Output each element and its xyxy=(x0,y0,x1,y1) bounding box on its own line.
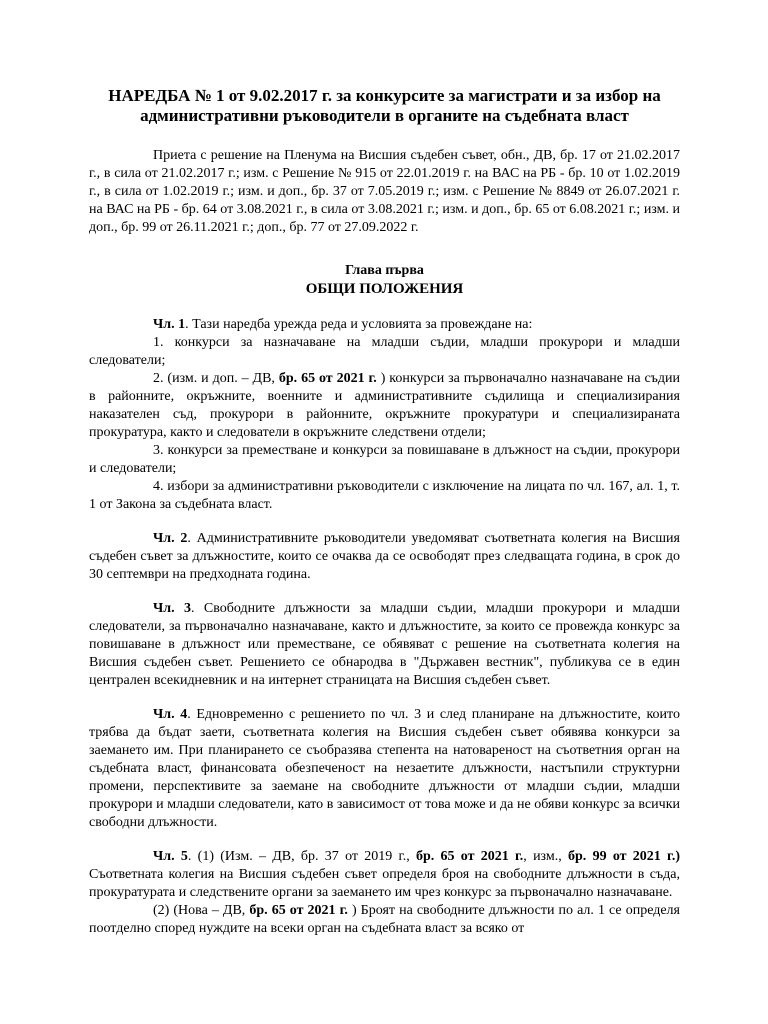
article-2 xyxy=(89,530,680,584)
article-1-label: Чл. 1 xyxy=(153,317,186,332)
article-4 xyxy=(89,706,680,832)
article-5 xyxy=(89,848,680,938)
chapter-name: ОБЩИ ПОЛОЖЕНИЯ xyxy=(305,281,464,297)
article-3-text: Чл. 3. Свободните длъжности за младши съдии, младши прокурори и младши следователи, за първоначално назначаване, както и длъжностите, за които се провежда конкурс за повишаване в длъжност или преместване, се обявяват с решение на съответната колегия на Висшия съдебен съвет. Решението се обнародва в "Държавен вестник", публикува се в един централен всекидневник и на интернет страницата на Висшия съдебен съвет. xyxy=(89,601,680,688)
article-1-item-3: 3. конкурси за преместване и конкурси за повишаване в длъжност на съдии, прокурори и следователи; xyxy=(89,443,680,476)
article-3-label: Чл. 3 xyxy=(153,601,192,616)
article-1-item-4: 4. избори за административни ръководители с изключение на лицата по чл. 167, ал. 1, т. 1 от Закона за съдебната власт. xyxy=(89,479,680,512)
article-4-text: Чл. 4. Едновременно с решението по чл. 3 и след планиране на длъжностите, които трябва да бъдат заети, съответната колегия на Висшия съдебен съвет обявява конкурси за заемането им. При планирането се съобразява степента на натовареност на съответния орган на съдебната власт, финансовата обезпеченост на незаетите длъжности, настъпили структурни промени, перспективите за заемане на свободните длъжности от младши съдии, младши прокурори и младши следователи, като в зависимост от това може и да не обяви конкурс за всички свободни длъжности. xyxy=(89,707,680,830)
article-1 xyxy=(89,316,680,514)
article-1-item-2: 2. (изм. и доп. – ДВ, бр. 65 от 2021 г. ) конкурси за първоначално назначаване на съдии в районните, окръжните, военните и административните съдилища и специализирания наказателен съд, прокурори в районните, окръжните прокуратури и специализираната прокуратура, както и следователи в окръжните следствени отдели; xyxy=(89,371,681,440)
article-4-label: Чл. 4 xyxy=(153,707,188,722)
chapter-heading xyxy=(89,262,680,298)
article-5-paragraph-1: Чл. 5. (1) (Изм. – ДВ, бр. 37 от 2019 г., бр. 65 от 2021 г., изм., бр. 99 от 2021 г.) Съответната колегия на Висшия съдебен съвет определя броя на свободните длъжности в съда, прокуратурата и следствените органи за заемането им чрез конкурс за първоначално назначаване. xyxy=(89,849,680,900)
chapter-number: Глава първа xyxy=(345,263,424,278)
article-1-intro: Чл. 1. Тази наредба урежда реда и условията за провеждане на: xyxy=(153,317,533,332)
article-3 xyxy=(89,600,680,690)
adoption-note: Приета с решение на Пленума на Висшия съдебен съвет, обн., ДВ, бр. 17 от 21.02.2017 г., в сила от 21.02.2017 г.; изм. с Решение № 915 от 22.01.2019 г. на ВАС на РБ - бр. 10 от 1.02.2019 г., в сила от 1.02.2019 г.; изм. и доп., бр. 37 от 7.05.2019 г.; изм. с Решение № 8849 от 26.07.2021 г. на ВАС на РБ - бр. 64 от 3.08.2021 г., в сила от 3.08.2021 г.; изм. и доп., бр. 65 от 6.08.2021 г.; изм. и доп., бр. 99 от 26.11.2021 г.; доп., бр. 77 от 27.09.2022 г. xyxy=(89,148,680,235)
article-1-item-1: 1. конкурси за назначаване на младши съдии, младши прокурори и младши следователи; xyxy=(89,335,680,368)
article-2-text: Чл. 2. Административните ръководители уведомяват съответната колегия на Висшия съдебен съвет за длъжностите, които се очаква да се освободят през следващата година, в срок до 30 септември на предходната година. xyxy=(89,531,680,582)
article-5-label: Чл. 5 xyxy=(153,849,188,864)
article-5-paragraph-2: (2) (Нова – ДВ, бр. 65 от 2021 г. ) Броят на свободните длъжности по ал. 1 се определя поотделно според нуждите на всеки орган на съдебната власт за всяко от xyxy=(89,903,680,936)
article-2-label: Чл. 2 xyxy=(153,531,188,546)
document-title: НАРЕДБА № 1 от 9.02.2017 г. за конкурсите за магистрати и за избор на административни ръководители в органите на съдебната власт xyxy=(108,86,661,125)
